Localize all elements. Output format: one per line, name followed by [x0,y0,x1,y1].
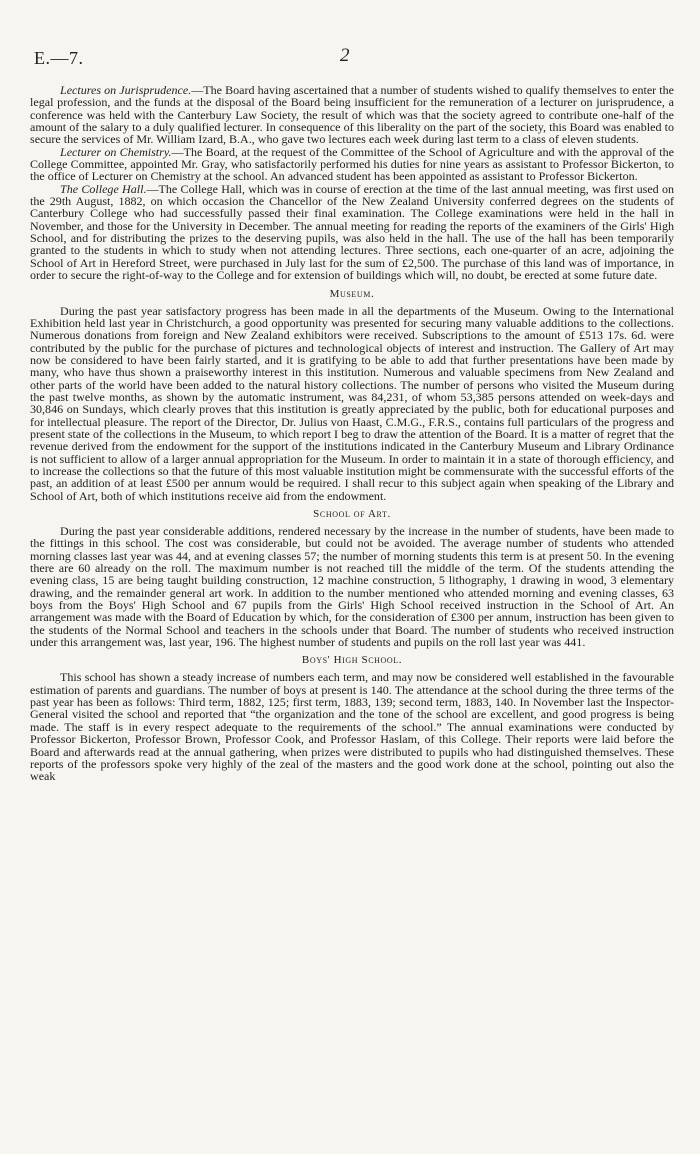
paragraph-text: —The College Hall, which was in course of erection at the time of the last annual meeting, was first used on the 29th August, 1882, on which occasion the Chancellor of the New Zealand University conferred degrees on the students of Canterbury College who had successfully passed their final examination. The College examinations were held in the hall in November, and those for the University in December. The annual meeting for reading the reports of the examiners of the Girls' High School, and for distributing the prizes to the deserving pupils, was also held in the hall. The use of the hall has been temporarily granted to the students in which to study when not attending lectures. Three sections, each one-quarter of an acre, adjoining the School of Art in Hereford Street, were purchased in July last for the sum of £2,500. The purchase of this land was of importance, in order to secure the right-of-way to the College and for extension of buildings which will, no doubt, be erected at some future date. [30,181,674,283]
paragraph-museum: During the past year satisfactory progress has been made in all the departments of the Museum. Owing to the International Exhibition held last year in Christchurch, a good opportunity was presented for securing many valuable additions to the collections. Numerous donations from foreign and New Zealand exhibitors were received. Subscriptions to the amount of £513 17s. 6d. were contributed by the public for the purchase of pictures and technological objects of interest and instruction. The Gallery of Art may now be considered to have been fairly started, and it is gratifying to be able to add that further presentations have been made by many, who have thus shown a praiseworthy interest in this institution. Numerous and valuable specimens from New Zealand and other parts of the world have been added to the natural history collections. The number of persons who visited the Museum during the past twelve months, as shown by the automatic instrument, was 84,231, of whom 53,385 persons attended on week-days and 30,846 on Sundays, which clearly proves that this institution is greatly appreciated by the public, both for educational purposes and for intellectual pleasure. The report of the Director, Dr. Julius von Haast, C.M.G., F.R.S., contains full particulars of the progress and present state of the collections in the Museum, to which report I beg to draw the attention of the Board. It is a matter of regret that the revenue derived from the endowment for the support of the institutions indicated in the Canterbury Museum and Library Ordinance is not sufficient to allow of a larger annual appropriation for the Museum. In order to maintain it in a state of thorough efficiency, and to increase the collections so that the future of this most valuable institution might be commensurate with the successful efforts of the past, an addition of at least £500 per annum would be required. I shall recur to this subject again when speaking of the Library and School of Art, both of which institutions receive aid from the endowment. [30,303,674,503]
paragraph-college-hall [30,183,674,282]
document-body [30,84,674,783]
paragraph-chemistry [30,146,674,183]
heading-boys-high-school: Boys' High School. [301,654,403,667]
heading-museum: Museum. [329,287,375,300]
paragraph-text: —The Board having ascertained that a number of students wished to qualify themselves to enter the legal profession, and the funds at the disposal of the Board being insufficient for the remuneration of a lecturer on jurisprudence, a conference was held with the Canterbury Law Society, the result of which was that the society agreed to contribute one-half of the amount of the salary to a duly qualified lecturer. In consequence of this liberality on the part of the society, this Board was enabled to secure the services of Mr. William Izard, B.A., who gave two lectures each week during last term to a class of eleven students. [30,83,675,147]
paragraph-lead: Lectures on Jurisprudence. [60,83,192,97]
paragraph-jurisprudence [30,84,674,146]
paragraph-lead: Lecturer on Chemistry. [60,144,172,159]
paragraph-school-of-art: During the past year considerable additions, rendered necessary by the increase in the number of students, have been made to the fittings in this school. The cost was considerable, but could not be avoided. The average number of students who attended morning classes last year was 44, and at evening classes 57; the number of morning students this term is at present 50. In the evening there are 60 already on the roll. The maximum number is not reached till the middle of the term. Of the students attending the evening class, 15 are being taught building construction, 12 machine construction, 5 lithography, 1 drawing in wood, 3 elementary drawing, and the remainder general art work. In addition to the number mentioned who attended morning and evening classes, 63 boys from the Boys' High School and 67 pupils from the Girls' High School received instruction in the School of Art. An arrangement was made with the Board of Education by which, for the consideration of £300 per annum, instruction has been given to the students of the Normal School and teachers in the schools under that Board. The number of students who received instruction under this arrangement was, last year, 196. The highest number of students and pupils on the roll last year was 441. [30,524,674,650]
paragraph-text: —The Board, at the request of the Committee of the School of Agriculture and with the approval of the College Committee, appointed Mr. Gray, who satisfactorily performed his duties for nine years as assistant to Professor Bickerton, to the office of Lecturer on Chemistry at the school. An advanced student has been appointed as assistant to Professor Bickerton. [30,144,674,184]
heading-school-of-art: School of Art. [313,508,391,520]
paragraph-boys-high-school: This school has shown a steady increase of numbers each term, and may now be considered well established in the favourable estimation of parents and guardians. The number of boys at present is 140. The attendance at the school during the three terms of the past year has been as follows: Third term, 1882, 125; first term, 1883, 139; second term, 1883, 140. In November last the Inspector-General visited the school and reported that “the organization and the tone of the school are excellent, and good progress is being made. The staff is in every respect adequate to the requirements of the school.” The annual examinations were conducted by Professor Bickerton, Professor Brown, Professor Cook, and Professor Haslam, of this College. Their reports were laid before the Board and afterwards read at the annual gathering, when prizes were distributed to pupils who had distinguished themselves. These reports of the professors spoke very highly of the zeal of the masters and the good work done at the school, pointing out also the weak [30,670,674,784]
report-reference: E.—7. [34,48,84,68]
paragraph-lead: The College Hall. [60,181,147,196]
page-number: 2 [340,45,350,66]
